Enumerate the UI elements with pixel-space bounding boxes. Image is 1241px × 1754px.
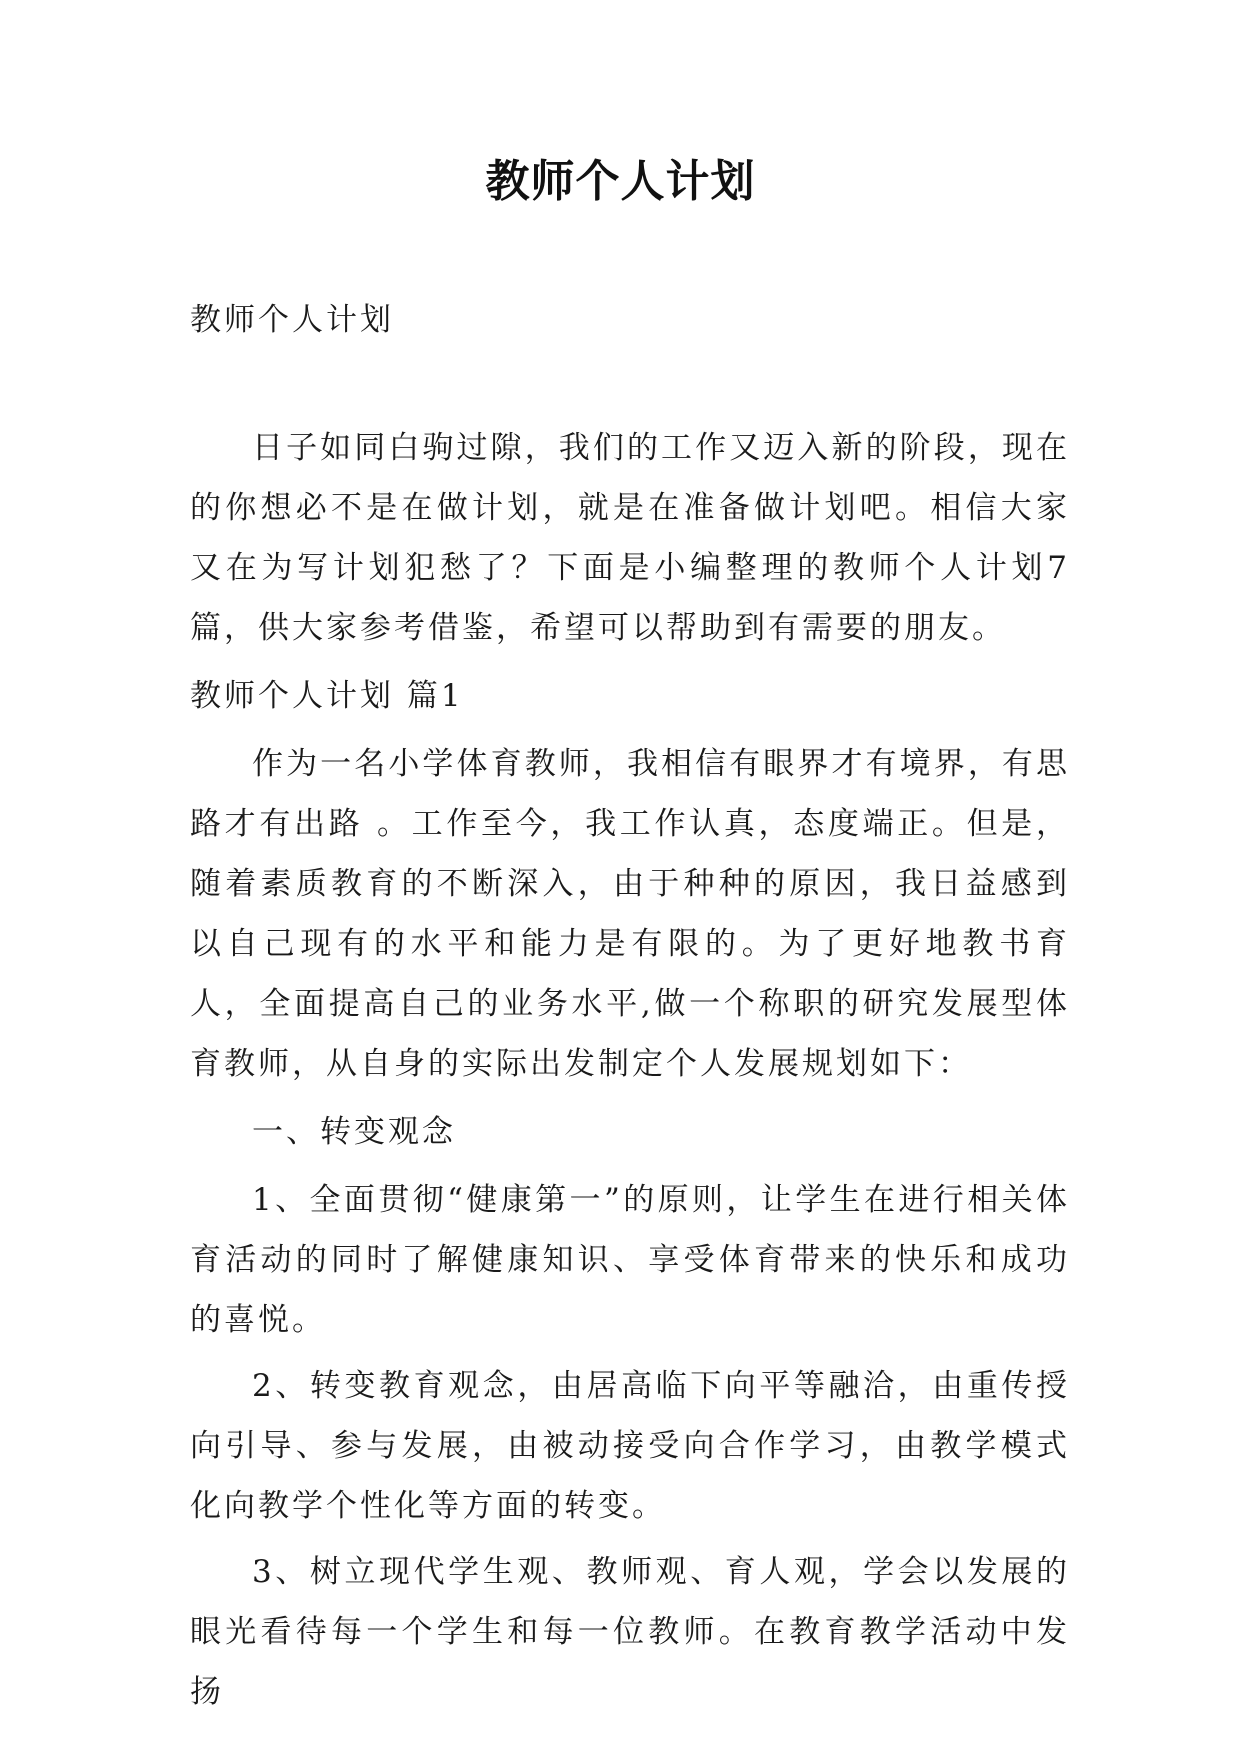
intro-paragraph: 日子如同白驹过隙，我们的工作又迈入新的阶段，现在的你想必不是在做计划，就是在准备做计划吧。相信大家又在为写计划犯愁了？下面是小编整理的教师个人计划7篇，供大家参考借鉴，希望可以帮助到有需要的朋友。 [190,430,1070,646]
section-paragraph: 作为一名小学体育教师，我相信有眼界才有境界，有思路才有出路 。工作至今，我工作认真，态度端正。但是，随着素质教育的不断深入，由于种种的原因，我日益感到以自己现有的水平和能力是有限的。为了更好地教书育人，全面提高自己的业务水平,做一个称职的研究发展型体育教师，从自身的实际出发制定个人发展规划如下： [190,746,1070,1082]
subheading-change-concept: 一、转变观念 [252,1114,456,1150]
list-item-1: 1、全面贯彻“健康第一”的原则，让学生在进行相关体育活动的同时了解健康知识、享受体育带来的快乐和成功的喜悦。 [190,1182,1070,1338]
document-body [190,290,1070,1728]
list-item-3: 3、树立现代学生观、教师观、育人观，学会以发展的眼光看待每一个学生和每一位教师。在教育教学活动中发扬 [190,1554,1070,1710]
document-title: 教师个人计划 [485,156,756,207]
document-subtitle: 教师个人计划 [190,302,394,338]
section-heading: 教师个人计划 篇1 [190,678,464,714]
list-item-2: 2、转变教育观念，由居高临下向平等融洽，由重传授向引导、参与发展，由被动接受向合作学习，由教学模式化向教学个性化等方面的转变。 [190,1368,1070,1524]
